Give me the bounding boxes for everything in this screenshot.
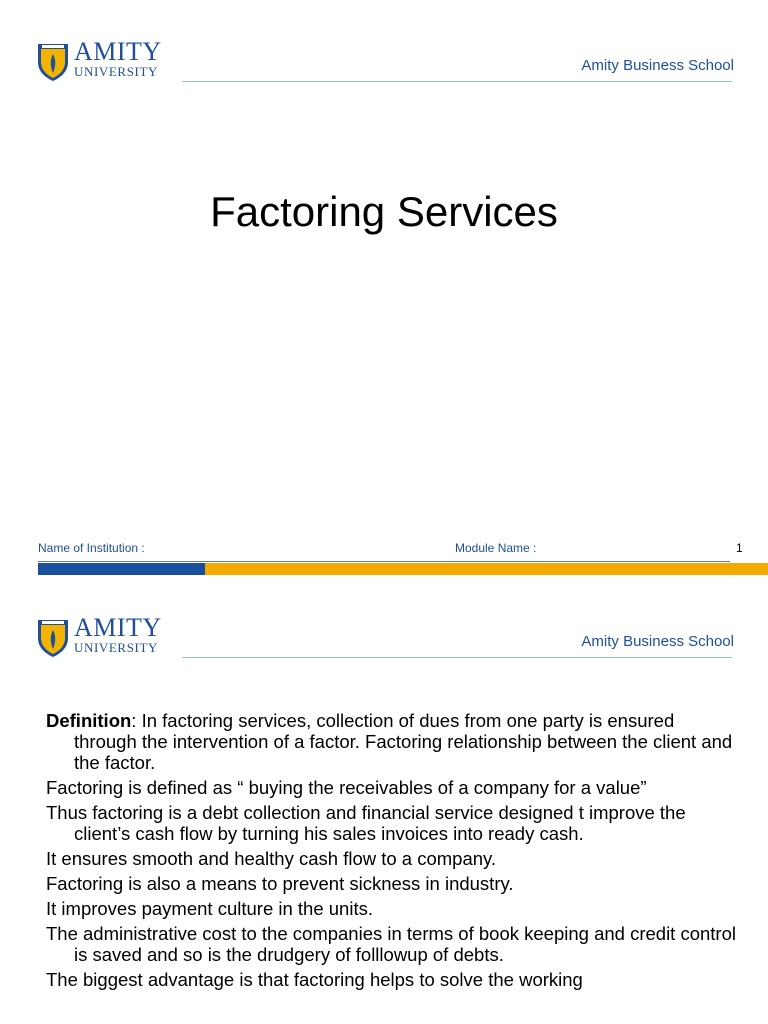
content-slide [0, 590, 768, 1024]
footer-bar-blue [38, 563, 205, 575]
logo-word-amity: AMITY [74, 613, 162, 642]
definition-paragraph [46, 710, 736, 773]
header-divider [182, 81, 732, 82]
school-name: Amity Business School [581, 633, 734, 650]
body-paragraph: Factoring is also a means to prevent sickness in industry. [46, 873, 514, 894]
slide-body [46, 710, 736, 994]
footer-divider [38, 561, 730, 562]
amity-logo [36, 613, 176, 660]
body-paragraph: The biggest advantage is that factoring helps to solve the working [46, 969, 583, 990]
logo-word-university: UNIVERSITY [74, 640, 158, 655]
body-paragraph: It ensures smooth and healthy cash flow to a company. [46, 848, 497, 869]
page-number: 1 [736, 541, 743, 555]
body-paragraph: The administrative cost to the companies in terms of book keeping and credit control is saved and so is the drudgery of folllowup of debts. [46, 923, 736, 965]
logo-word-amity: AMITY [74, 37, 162, 66]
footer-institution-label: Name of Institution : [38, 541, 145, 555]
header-divider [182, 657, 732, 658]
definition-text: : In factoring services, collection of dues from one party is ensured through the intervention of a factor. Factoring relationship between the client and the factor. [74, 710, 733, 773]
amity-shield-icon [36, 616, 70, 658]
amity-shield-icon [36, 40, 70, 82]
body-paragraph: Thus factoring is a debt collection and financial service designed t improve the client’s cash flow by turning his sales invoices into ready cash. [46, 802, 686, 844]
slide-title: Factoring Services [210, 188, 558, 235]
amity-logo [36, 37, 176, 84]
footer-bar-gold [205, 563, 768, 575]
body-paragraph: Factoring is defined as “ buying the receivables of a company for a value” [46, 777, 647, 798]
definition-term: Definition [46, 710, 132, 731]
logo-word-university: UNIVERSITY [74, 64, 158, 79]
body-paragraph: It improves payment culture in the units. [46, 898, 373, 919]
footer-module-label: Module Name : [455, 541, 537, 555]
school-name: Amity Business School [581, 57, 734, 74]
